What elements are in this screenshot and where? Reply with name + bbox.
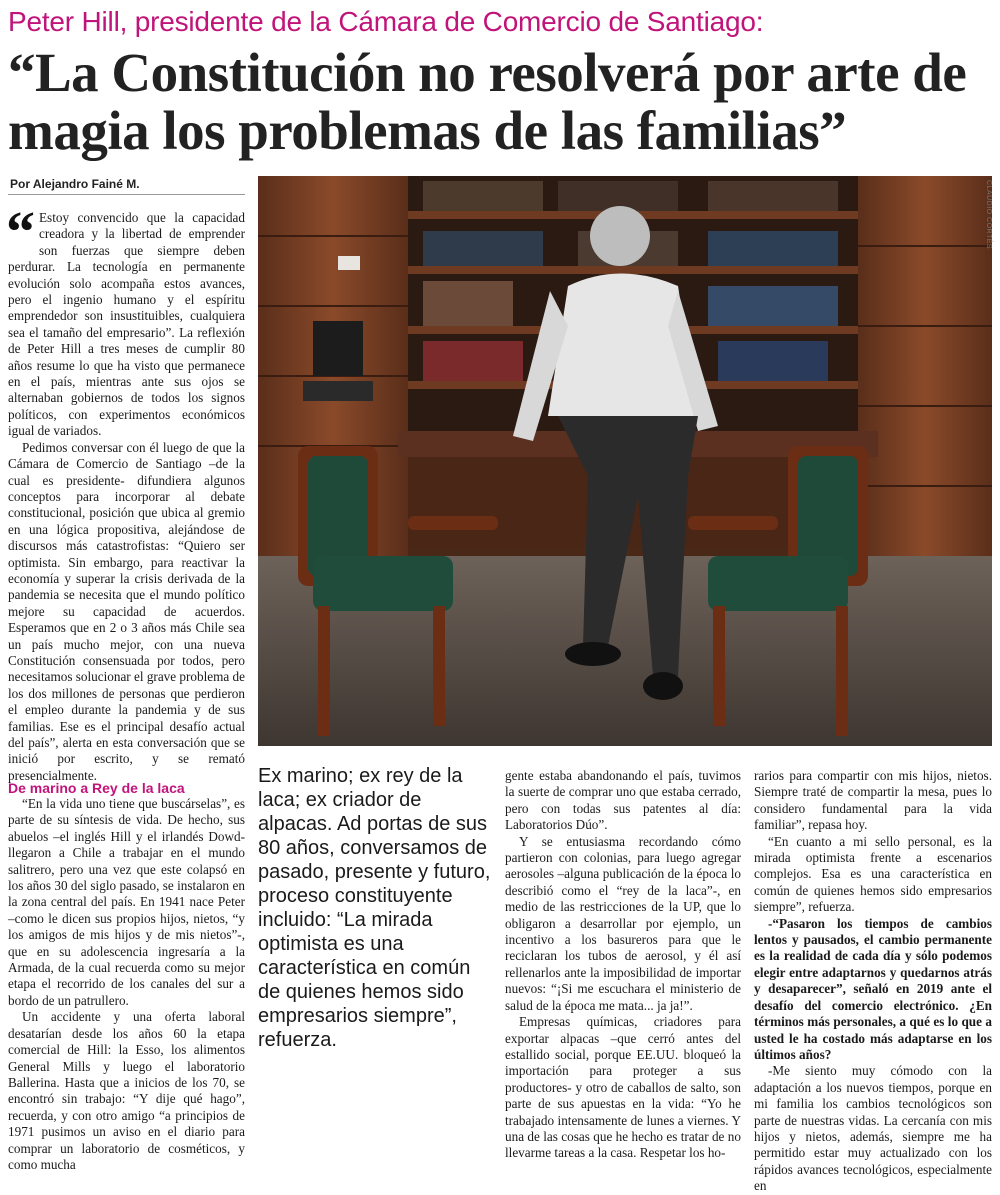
kicker: Peter Hill, presidente de la Cámara de Comercio de Santiago:	[8, 6, 764, 37]
paragraph: gente estaba abandonando el país, tuvimos la suerte de comprar uno que estaba cerrado, pero con todas sus patentes al día: Laboratorios Dúo”.	[505, 768, 741, 833]
subhead: De marino a Rey de la laca	[8, 780, 185, 796]
paragraph: Estoy convencido que la capacidad creadora y la libertad de emprender son fuerzas que siempre deben perdurar. La tecnología en permanente evolución solo acompaña estos avances, pero el ingenio humano y el espíritu emprendedor son insustituibles, cualquiera sea el tamaño del empresario”. La reflexión de Peter Hill a tres meses de cumplir 80 años resume lo que ha visto que permanece en el país, mientras ante sus ojos se alternaban gobiernos de todos los signos políticos, con experimentos económicos igual de variados.	[8, 210, 245, 439]
paragraph: Empresas químicas, criadores para exportar alpacas –que cerró antes del estallido social, porque EE.UU. bloqueó la importación para proteger a sus productores- y otro de caballos de salto, son parte de sus apuestas en la vida: “Yo he trabajado intensamente de lunes a viernes. Y una de las cosas que he hecho es tratar de no llevarme tareas a la casa. Respetar los ho-	[505, 1014, 741, 1161]
paragraph: “En cuanto a mi sello personal, es la mirada optimista frente a escenarios complejos. Esa es una característica en común de quienes hemos sido empresarios siempre”, refuerza.	[754, 833, 992, 915]
column-3	[505, 768, 741, 1162]
photo-credit: CLAUDIO CORTÉS	[985, 180, 992, 250]
interview-answer: -Me siento muy cómodo con la adaptación a los nuevos tiempos, porque en mi familia los cambios tecnológicos son parte de nuestras vidas. La cercanía con mis hijos y nietos, además, siempre me ha permitido estar muy actualizado con los rápidos avances tecnológicos, especialmente en	[754, 1063, 992, 1194]
byline-rule	[8, 194, 245, 195]
paragraph: rarios para compartir con mis hijos, nietos. Siempre traté de compartir la mesa, pues lo considero fundamental para la vida familiar”, repasa hoy.	[754, 768, 992, 833]
byline: Por Alejandro Fainé M.	[10, 177, 140, 191]
column-1	[6, 199, 245, 784]
opening-quote-mark: “	[6, 199, 35, 264]
column-4	[754, 768, 992, 1195]
office-photo	[258, 176, 992, 746]
headline: “La Constitución no resolverá por arte de magia los problemas de las familias”	[8, 42, 967, 161]
column-1-continued	[8, 796, 245, 1173]
pull-quote: Ex marino; ex rey de la laca; ex criador de alpacas. Ad portas de sus 80 años, conversamos de pasado, presente y futuro, proceso constituyente incluido: “La mirada optimista es una característica en común de quienes hemos sido empresarios siempre”, refuerza.	[258, 765, 491, 1051]
paragraph: “En la vida uno tiene que buscárselas”, es parte de su síntesis de vida. De hecho, sus abuelos –el inglés Hill y el irlandés Dowd- llegaron a Chile a trabajar en el mundo salitrero, pero una vez que este colapsó en los años 30 del siglo pasado, se instalaron en la zona central del país. En 1941 nace Peter –como le dicen sus propios hijos, nietos, “y los amigos de mis hijos y de mis nietos”-, que en su adolescencia ingresaría a la Armada, de la cual recuerda como su mejor etapa el recorrido de los canales del sur a bordo de un patrullero.	[8, 796, 245, 1008]
photo	[258, 176, 992, 746]
paragraph: Un accidente y una oferta laboral desatarían desde los años 60 la etapa comercial de Hill: la Esso, los alimentos General Mills y luego el laboratorio Ballerina. Hasta que a inicios de los 70, se encontró sin trabajo: “Y dije qué hago”, recuerda, y con otro amigo “a principios de 1971 pusimos un aviso en el diario para comprar un laboratorio de cosméticos, y como mucha	[8, 1009, 245, 1172]
interview-question: -“Pasaron los tiempos de cambios lentos y pausados, el cambio permanente es la realidad de cada día y sólo podemos elegir entre adaptarnos y quedarnos atrás y desaparecer”, señaló en 2019 ante el desafío del comercio electrónico. ¿En términos más personales, a qué es lo que a usted le ha costado más adaptarse en los últimos años?	[754, 915, 992, 1062]
paragraph: Pedimos conversar con él luego de que la Cámara de Comercio de Santiago –de la cual es presidente- difundiera algunos conceptos para incorporar al debate constitucional, posición que ubica al gremio en una lógica propositiva, alejándose de discursos más catastrofistas: “Quiero ser optimista. Sin embargo, para reactivar la economía y superar la crisis derivada de la pandemia se necesita que el mundo político mejore su capacidad de acuerdos. Esperamos que en 2 o 3 años más Chile sea un país mucho mejor, con una nueva Constitución consensuada por todos, pero necesitamos solucionar el grave problema de los dos millones de personas que perdieron el empleo durante la pandemia y de sus familias. Ese es el principal desafío actual del país”, alerta en esta conversación que se inició por escrito, y se remató presencialmente.	[8, 439, 245, 783]
paragraph: Y se entusiasma recordando cómo partieron con colonias, para luego agregar aerosoles –alguna publicación de la época lo describió como el “rey de la laca”-, en medio de las restricciones de la UP, que lo obligaron a desarrollar por ejemplo, un incentivo a los basureros para que le reciclaran los tubos de aerosol, y él así rellenarlos ante la imposibilidad de importar nuevos: “¡Si me escuchara el ministerio de salud de la época me mata... ja ja!”.	[505, 833, 741, 1013]
